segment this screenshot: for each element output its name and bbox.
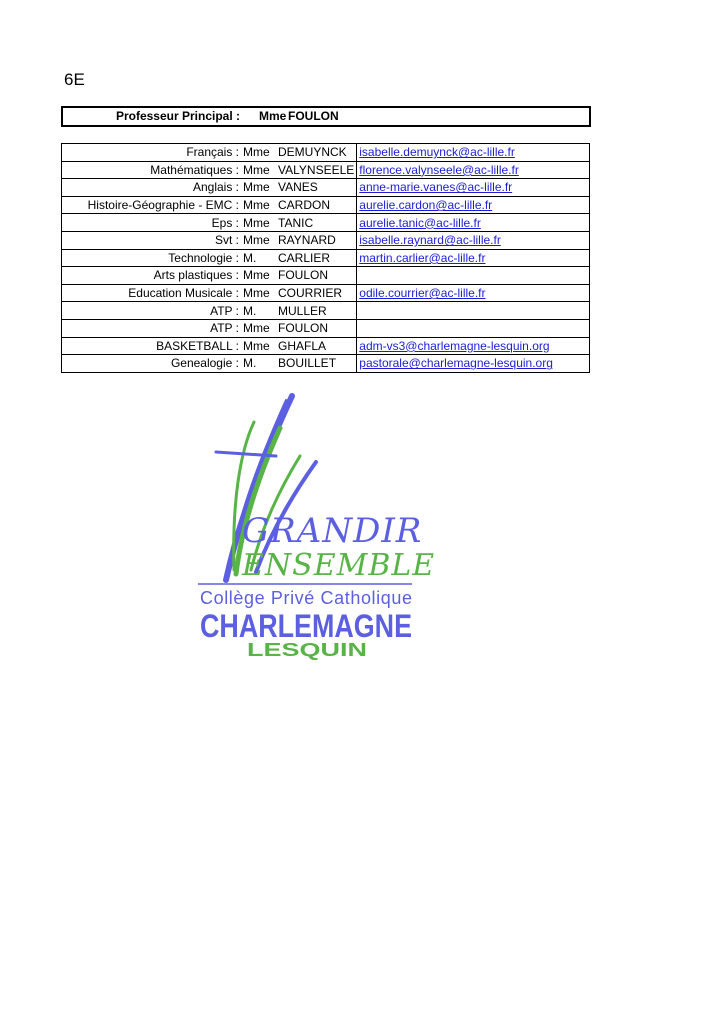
teacher-email-cell — [357, 302, 590, 320]
teacher-name: TANIC — [276, 214, 357, 232]
teacher-title: M. — [241, 355, 276, 373]
teachers-table — [61, 143, 590, 373]
teacher-row — [62, 302, 590, 320]
teacher-title: Mme — [241, 284, 276, 302]
teacher-email-link[interactable]: anne-marie.vanes@ac-lille.fr — [359, 180, 513, 195]
teacher-subject: Genealogie : — [62, 355, 242, 373]
teacher-title: Mme — [241, 231, 276, 249]
principal-label: Professeur Principal : — [115, 109, 240, 123]
teacher-subject: Eps : — [62, 214, 242, 232]
teacher-email-link[interactable]: pastorale@charlemagne-lesquin.org — [359, 356, 553, 371]
principal-title: Mme — [259, 109, 287, 123]
teacher-row — [62, 161, 590, 179]
teacher-subject: Anglais : — [62, 179, 242, 197]
teacher-subject: Education Musicale : — [62, 284, 242, 302]
teacher-name: BOUILLET — [276, 355, 357, 373]
teacher-email-cell — [357, 319, 590, 337]
logo-line-lesquin: LESQUIN — [247, 640, 367, 660]
teacher-email-link[interactable]: isabelle.raynard@ac-lille.fr — [359, 233, 501, 248]
teacher-email-cell — [357, 179, 590, 197]
teacher-email-cell — [357, 267, 590, 285]
teacher-title: Mme — [241, 196, 276, 214]
teacher-row — [62, 214, 590, 232]
teacher-subject: BASKETBALL : — [62, 337, 242, 355]
teacher-name: COURRIER — [276, 284, 357, 302]
teacher-email-cell — [357, 337, 590, 355]
teacher-title: Mme — [241, 161, 276, 179]
teacher-title: Mme — [241, 337, 276, 355]
teacher-title: Mme — [241, 267, 276, 285]
teacher-row — [62, 284, 590, 302]
logo-line-grandir: GRANDIR — [242, 511, 423, 551]
teacher-name: RAYNARD — [276, 231, 357, 249]
teacher-email-link[interactable]: odile.courrier@ac-lille.fr — [359, 286, 486, 301]
teacher-name: VALYNSEELE — [276, 161, 357, 179]
teacher-email-link[interactable]: martin.carlier@ac-lille.fr — [359, 250, 486, 265]
teacher-row — [62, 355, 590, 373]
logo-line-charlemagne: CHARLEMAGNE — [200, 608, 412, 644]
principal-teacher-box — [61, 106, 591, 127]
teacher-subject: Mathématiques : — [62, 161, 242, 179]
teacher-row — [62, 249, 590, 267]
teacher-email-cell — [357, 284, 590, 302]
logo-line-ensemble: ENSEMBLE — [242, 548, 436, 583]
teacher-name: MULLER — [276, 302, 357, 320]
teacher-email-cell — [357, 355, 590, 373]
teacher-email-cell — [357, 214, 590, 232]
teacher-row — [62, 337, 590, 355]
teacher-email-cell — [357, 161, 590, 179]
teacher-email-link[interactable]: adm-vs3@charlemagne-lesquin.org — [359, 338, 550, 353]
teacher-row — [62, 196, 590, 214]
teacher-email-cell — [357, 249, 590, 267]
teacher-email-link[interactable]: isabelle.demuynck@ac-lille.fr — [359, 145, 515, 160]
teacher-subject: Svt : — [62, 231, 242, 249]
school-logo — [196, 392, 436, 662]
teacher-name: CARLIER — [276, 249, 357, 267]
teacher-email-link[interactable]: aurelie.cardon@ac-lille.fr — [359, 198, 493, 213]
teacher-row — [62, 179, 590, 197]
teacher-name: VANES — [276, 179, 357, 197]
teacher-email-link[interactable]: florence.valynseele@ac-lille.fr — [359, 162, 519, 177]
teacher-email-link[interactable]: aurelie.tanic@ac-lille.fr — [359, 215, 481, 230]
teacher-subject: ATP : — [62, 319, 242, 337]
teacher-name: CARDON — [276, 196, 357, 214]
teacher-row — [62, 267, 590, 285]
teacher-row — [62, 231, 590, 249]
teacher-subject: Technologie : — [62, 249, 242, 267]
teacher-email-cell — [357, 196, 590, 214]
teacher-subject: Histoire-Géographie - EMC : — [62, 196, 242, 214]
class-label: 6E — [64, 70, 85, 89]
teacher-name: FOULON — [276, 267, 357, 285]
teacher-subject: Français : — [62, 144, 242, 162]
teacher-subject: Arts plastiques : — [62, 267, 242, 285]
teacher-title: Mme — [241, 214, 276, 232]
teacher-title: Mme — [241, 179, 276, 197]
principal-name: FOULON — [288, 109, 339, 123]
teacher-row — [62, 319, 590, 337]
teacher-title: Mme — [241, 144, 276, 162]
teacher-title: M. — [241, 302, 276, 320]
teacher-name: DEMUYNCK — [276, 144, 357, 162]
teacher-row — [62, 144, 590, 162]
logo-line-college: Collège Privé Catholique — [200, 588, 412, 608]
teacher-subject: ATP : — [62, 302, 242, 320]
teacher-title: Mme — [241, 319, 276, 337]
teacher-name: FOULON — [276, 319, 357, 337]
teacher-email-cell — [357, 144, 590, 162]
teacher-email-cell — [357, 231, 590, 249]
teacher-title: M. — [241, 249, 276, 267]
teacher-name: GHAFLA — [276, 337, 357, 355]
